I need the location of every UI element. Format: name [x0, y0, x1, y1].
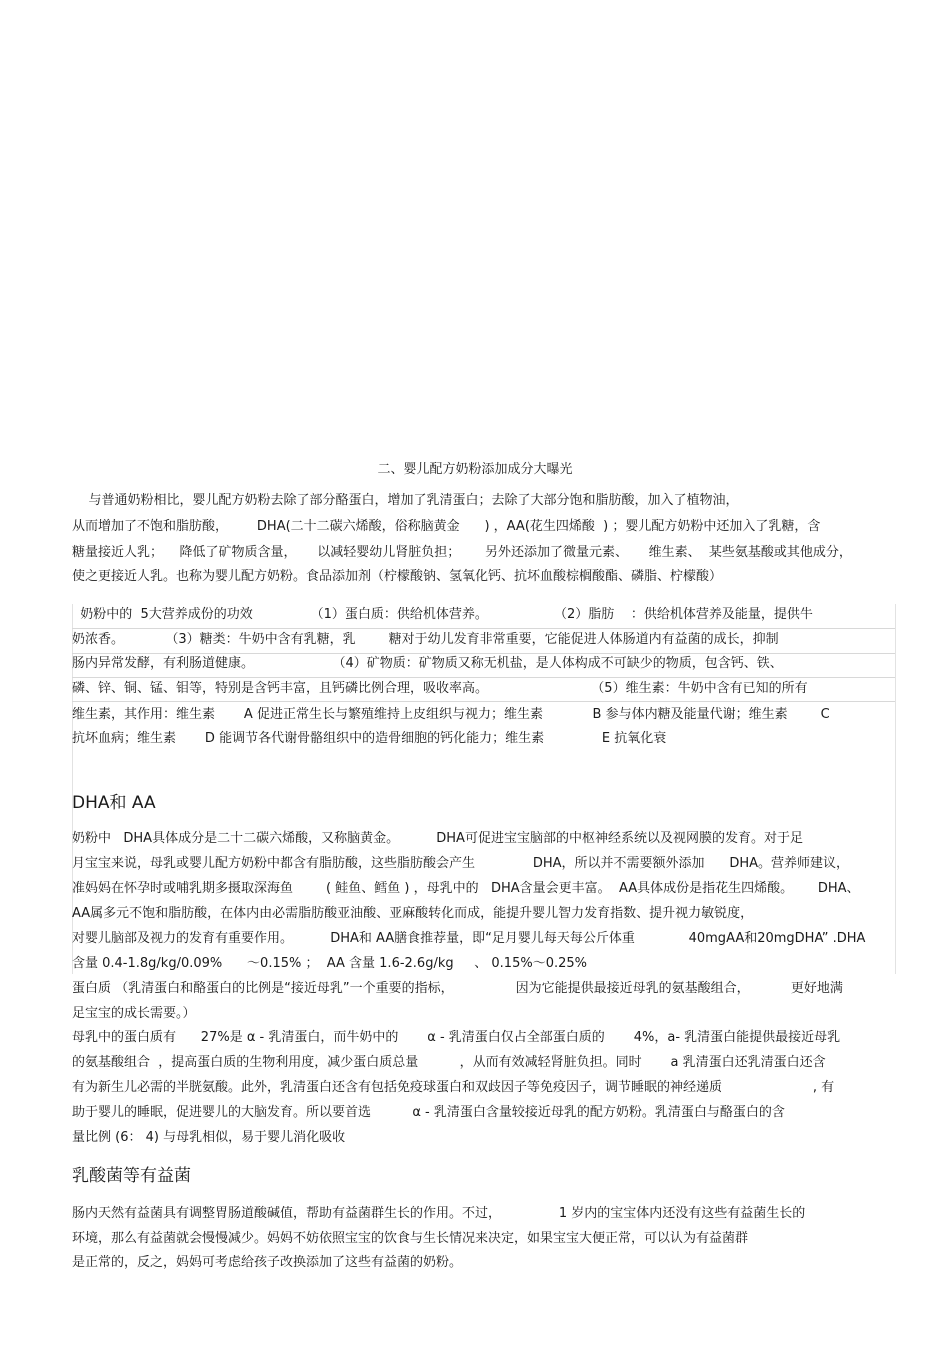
protein-line: 母乳中的蛋白质有 27%是 α - 乳清蛋白，而牛奶中的 α - 乳清蛋白仅占全部蛋白质的 4%，a- 乳清蛋白能提供最接近母乳 — [72, 1030, 841, 1045]
section-title: 二、婴儿配方奶粉添加成分大曝光 — [377, 462, 573, 477]
protein-line: 有为新生儿必需的半胱氨酸。此外，乳清蛋白还含有包括免疫球蛋白和双歧因子等免疫因子，调节睡眠的神经递质 , 有 — [72, 1080, 835, 1095]
probiotic-line: 肠内天然有益菌具有调整胃肠道酸碱值，帮助有益菌群生长的作用。不过， 1 岁内的宝宝体内还没有这些有益菌生长的 — [72, 1206, 806, 1221]
probiotic-line: 环境，那么有益菌就会慢慢减少。妈妈不妨依照宝宝的饮食与生长情况来决定，如果宝宝大便正常，可以认为有益菌群 — [72, 1231, 749, 1246]
dha-line: 准妈妈在怀孕时或哺乳期多摄取深海鱼 ( 鲑鱼、鳕鱼 ) ，母乳中的 DHA含量会更丰富。 AA具体成份是指花生四烯酸。 DHA、 — [72, 881, 860, 896]
protein-line: 蛋白质 （乳清蛋白和酪蛋白的比例是“接近母乳”一个重要的指标， 因为它能提供最接近母乳的氨基酸组合， 更好地满 — [72, 981, 843, 996]
probiotic-line: 是正常的，反之，妈妈可考虑给孩子改换添加了这些有益菌的奶粉。 — [72, 1255, 463, 1270]
intro-line: 糖量接近人乳； 降低了矿物质含量， 以减轻婴幼儿肾脏负担； 另外还添加了微量元素、 维生素、 某些氨基酸或其他成分， — [72, 545, 852, 560]
nutrients-line: 维生素，其作用：维生素 A 促进正常生长与繁殖维持上皮组织与视力；维生素 B 参与体内糖及能量代谢；维生素 C — [72, 707, 830, 722]
nutrients-line: 肠内异常发酵，有利肠道健康。 （4）矿物质：矿物质又称无机盐，是人体构成不可缺少的物质，包含钙、铁、 — [72, 656, 783, 671]
intro-line: 与普通奶粉相比，婴儿配方奶粉去除了部分酪蛋白，增加了乳清蛋白；去除了大部分饱和脂肪酸，加入了植物油， — [72, 493, 739, 508]
table-divider — [72, 628, 895, 629]
table-border-right — [895, 604, 896, 974]
dha-line: 月宝宝来说，母乳或婴儿配方奶粉中都含有脂肪酸，这些脂肪酸会产生 DHA，所以并不需要额外添加 DHA。营养师建议， — [72, 856, 850, 871]
table-divider — [72, 677, 895, 678]
dha-line: 对婴儿脑部及视力的发育有重要作用。 DHA和 AA膳食推荐量，即“足月婴儿每天每公斤体重 40mgAA和20mgDHA” .DHA — [72, 931, 866, 946]
intro-line: 使之更接近人乳。也称为婴儿配方奶粉。食品添加剂（柠檬酸钠、氢氧化钙、抗坏血酸棕榈酸酯、磷脂、柠檬酸） — [72, 569, 723, 584]
dha-heading: DHA和 AA — [72, 793, 156, 813]
intro-line: 从而增加了不饱和脂肪酸， DHA(二十二碳六烯酸，俗称脑黄金 ) ，AA(花生四烯酸 ) ；婴儿配方奶粉中还加入了乳糖，含 — [72, 519, 821, 534]
nutrients-line: 奶粉中的 5大营养成份的功效 （1）蛋白质：供给机体营养。 （2）脂肪 ：供给机体营养及能量，提供牛 — [72, 607, 813, 622]
nutrients-line: 奶浓香。 （3）糖类：牛奶中含有乳糖，乳 糖对于幼儿发育非常重要，它能促进人体肠道内有益菌的成长，抑制 — [72, 632, 779, 647]
nutrients-line: 抗坏血病；维生素 D 能调节各代谢骨骼组织中的造骨细胞的钙化能力；维生素 E 抗氧化衰 — [72, 731, 667, 746]
protein-line: 助于婴儿的睡眠，促进婴儿的大脑发育。所以要首选 α - 乳清蛋白含量较接近母乳的配方奶粉。乳清蛋白与酪蛋白的含 — [72, 1105, 785, 1120]
protein-line: 的氨基酸组合 ，提高蛋白质的生物利用度，减少蛋白质总量 ，从而有效减轻肾脏负担。同时 a 乳清蛋白还乳清蛋白还含 — [72, 1055, 826, 1070]
dha-line: 含量 0.4-1.8g/kg/0.09% ～0.15% ； AA 含量 1.6-2.6g/kg 、 0.15%～0.25% — [72, 956, 588, 971]
table-divider — [72, 653, 895, 654]
probiotic-heading: 乳酸菌等有益菌 — [72, 1166, 191, 1186]
nutrients-line: 磷、锌、铜、锰、钼等，特别是含钙丰富，且钙磷比例合理，吸收率高。 （5）维生素：牛奶中含有已知的所有 — [72, 681, 808, 696]
dha-line: 奶粉中 DHA具体成分是二十二碳六烯酸，又称脑黄金。 DHA可促进宝宝脑部的中枢神经系统以及视网膜的发育。对于足 — [72, 831, 803, 846]
protein-line: 量比例 (6： 4) 与母乳相似，易于婴儿消化吸收 — [72, 1130, 346, 1145]
protein-line: 足宝宝的成长需要。） — [72, 1006, 196, 1021]
dha-line: AA属多元不饱和脂肪酸，在体内由必需脂肪酸亚油酸、亚麻酸转化而成，能提升婴儿智力发育指数、提升视力敏锐度， — [72, 906, 754, 921]
table-divider — [72, 701, 895, 702]
